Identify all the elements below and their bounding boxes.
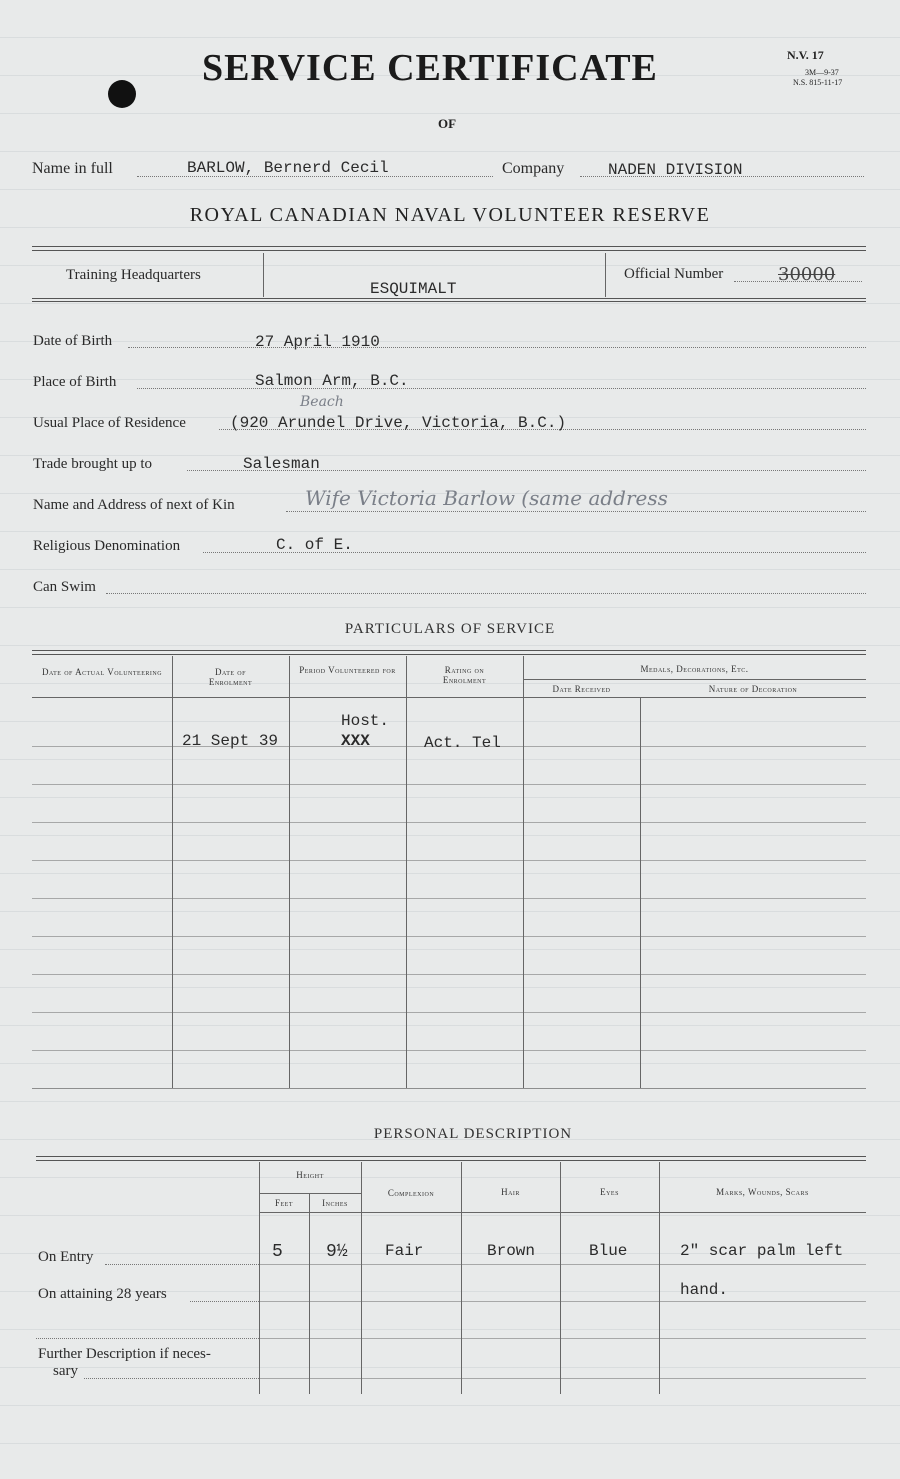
print-code-2: N.S. 815-11-17 [793,78,843,87]
marks-value-1: 2" scar palm left [680,1242,844,1260]
trade-value: Salesman [243,455,320,473]
service-col-line-5 [640,697,641,1088]
inches-value: 9½ [326,1242,348,1262]
service-header-bottom-rule [32,697,866,698]
personal-row-line [259,1338,866,1339]
hq-divider-right [605,253,606,297]
dob-label: Date of Birth [33,333,113,349]
service-row-line [32,898,866,899]
personal-col-line-2 [309,1193,310,1394]
form-number: N.V. 17 [787,48,824,62]
personal-header-bottom-rule [259,1212,866,1213]
on-28-line [190,1301,259,1302]
period-struck-value: XXX [341,732,370,750]
further-label-2: sary [53,1363,78,1379]
service-row-line [32,974,866,975]
official-number-value: 30000 [778,264,836,285]
service-col-line-2 [289,656,290,1088]
marks-value-2: hand. [680,1281,729,1299]
pob-line [137,388,866,389]
title-of: OF [438,116,457,131]
hq-divider-left [263,253,264,297]
pob-value: Salmon Arm, B.C. [255,372,409,390]
personal-row-line [259,1378,866,1379]
next-of-kin-value: Wife Victoria Barlow (same address [305,486,668,510]
religion-label: Religious Denomination [33,538,181,554]
personal-top-rule-1 [36,1156,866,1157]
can-swim-line [106,593,866,594]
training-hq-value: ESQUIMALT [370,280,457,298]
complexion-head: Complexion [387,1188,435,1198]
medals-sub-rule [523,679,866,680]
hq-top-rule-2 [32,250,866,251]
residence-label: Usual Place of Residence [33,415,186,431]
service-row-line [32,860,866,861]
col-nature-head: Nature of Decoration [708,684,798,694]
personal-top-rule-2 [36,1160,866,1161]
period-value: Host. [341,712,390,730]
marks-head: Marks, Wounds, Scars [716,1187,809,1197]
hair-value: Brown [487,1242,536,1260]
service-heading: PARTICULARS OF SERVICE [344,621,556,637]
height-sub-rule [259,1193,361,1194]
col-medals-head: Medals, Decorations, Etc. [640,664,749,674]
service-row-line [32,784,866,785]
official-number-label: Official Number [624,266,724,282]
residence-annotation: Beach [300,394,344,410]
company-value: NADEN DIVISION [608,161,743,179]
personal-row-line [259,1264,866,1265]
on-28-label: On attaining 28 years [38,1286,167,1302]
dob-value: 27 April 1910 [255,333,380,351]
service-row-line [32,1050,866,1051]
rating-value: Act. Tel [424,734,501,752]
further-label-1: Further Description if neces- [38,1346,211,1362]
on-entry-line [105,1264,259,1265]
blank-line [36,1338,259,1339]
service-top-rule-2 [32,654,866,655]
col-rating-head: Rating on Enrolment [442,665,487,685]
personal-row-line [259,1301,866,1302]
dob-line [128,347,866,348]
religion-value: C. of E. [276,536,353,554]
service-col-line-3 [406,656,407,1088]
col-volunteering-head: Date of Actual Volunteering [41,667,163,677]
can-swim-label: Can Swim [33,579,96,595]
personal-col-line-1 [259,1162,260,1394]
feet-value: 5 [272,1242,283,1262]
residence-value: (920 Arundel Drive, Victoria, B.C.) [230,414,567,432]
company-label: Company [502,160,565,177]
enrolment-date-value: 21 Sept 39 [182,732,279,750]
page-title: SERVICE CERTIFICATE [202,47,658,89]
inches-head: Inches [322,1198,348,1208]
service-row-line [32,936,866,937]
hq-bottom-rule-1 [32,298,866,299]
hq-bottom-rule-2 [32,301,866,302]
col-date-received-head: Date Received [552,684,611,694]
trade-label: Trade brought up to [33,456,153,472]
service-row-line [32,1088,866,1089]
training-hq-label: Training Headquarters [66,267,201,283]
col-period-head: Period Volunteered for [299,665,396,675]
hair-head: Hair [501,1187,520,1197]
punch-hole [108,80,136,108]
col-enrolment-head: Date of Enrolment [208,667,253,687]
next-of-kin-line [286,511,866,512]
personal-heading: PERSONAL DESCRIPTION [373,1126,573,1142]
name-label: Name in full [32,160,113,177]
pob-label: Place of Birth [33,374,117,390]
service-row-line [32,822,866,823]
height-head: Height [296,1170,324,1180]
service-col-line-1 [172,656,173,1088]
hq-top-rule-1 [32,246,866,247]
service-top-rule-1 [32,650,866,651]
service-row-line [32,1012,866,1013]
name-value: BARLOW, Bernerd Cecil [187,159,389,177]
service-col-line-4 [523,656,524,1088]
eyes-head: Eyes [600,1187,619,1197]
reserve-title: ROYAL CANADIAN NAVAL VOLUNTEER RESERVE [189,204,711,226]
print-code-1: 3M—9-37 [805,68,839,77]
eyes-value: Blue [589,1242,628,1260]
on-entry-label: On Entry [38,1249,94,1265]
feet-head: Feet [274,1198,293,1208]
further-line [84,1378,259,1379]
complexion-value: Fair [385,1242,424,1260]
next-of-kin-label: Name and Address of next of Kin [33,497,235,513]
